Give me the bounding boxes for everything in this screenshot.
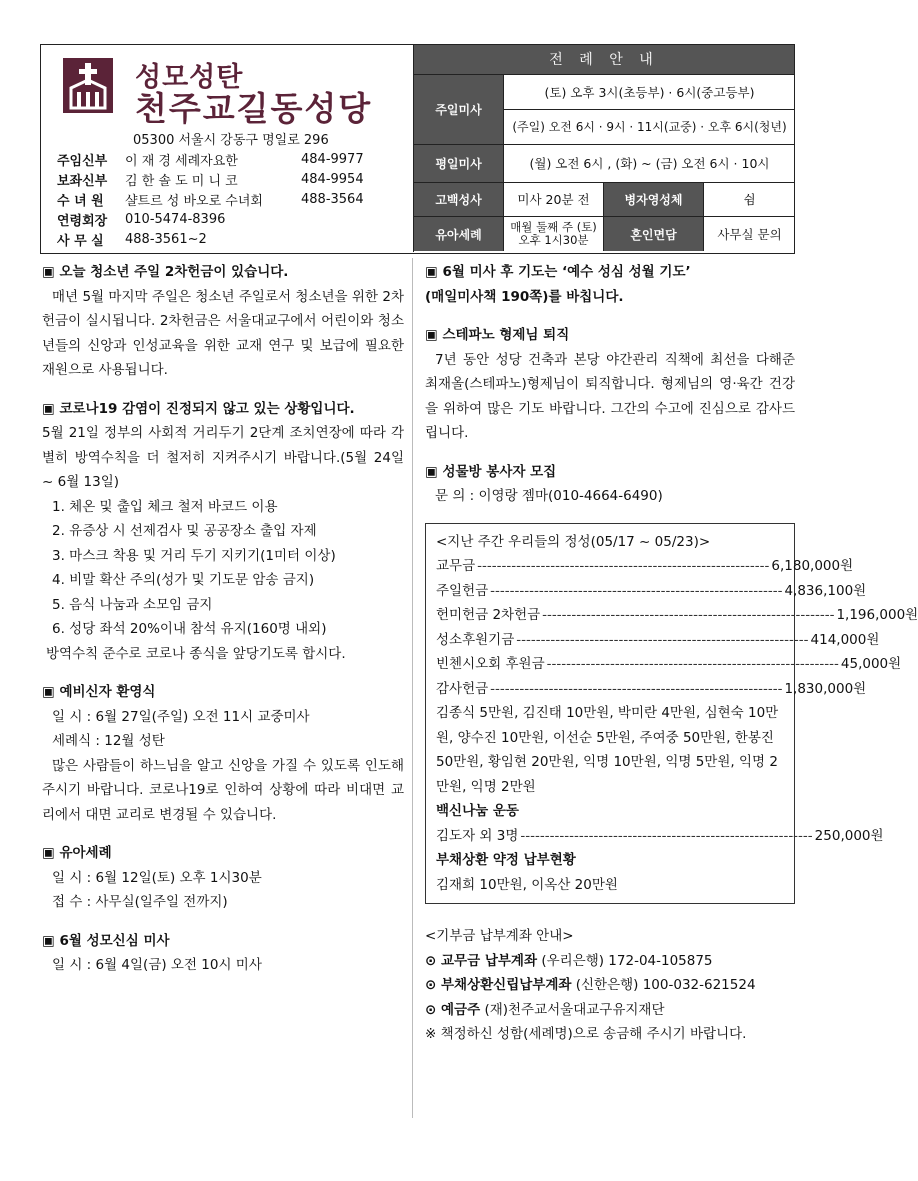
staff-role: 사 무 실 <box>57 233 104 249</box>
event-date: 일 시 : 6월 27일(주일) 오전 11시 교중미사 <box>52 708 310 725</box>
parish-name: 천주교길동성당 <box>135 89 373 128</box>
staff-name: 김 한 솔 도 미 니 코 <box>125 173 238 189</box>
wedding-interview-label: 혼인면담 <box>604 217 704 251</box>
schedule-row-weekday <box>414 145 795 183</box>
account-value: (신한은행) 100-032-621524 <box>575 977 756 993</box>
sunday-mass-label: 주일미사 <box>414 75 504 144</box>
offering-row <box>436 652 902 677</box>
offering-label: 교무금 <box>436 558 476 574</box>
section-body: 많은 사람들이 하느님을 알고 신앙을 가질 수 있도록 인도해 주시기 바랍니다. 코로나19로 인하여 상황에 따라 비대면 교리에서 대면 교리로 변경될 수 있습니다. <box>42 757 404 823</box>
offering-row <box>436 603 918 628</box>
confession-time: 미사 20분 전 <box>504 183 604 216</box>
notice-june-prayer <box>425 260 795 309</box>
contact-info: 문 의 : 이영랑 젬마(010-4664-6490) <box>435 488 663 504</box>
section-title: ▣ 6월 미사 후 기도는 ‘예수 성심 성월 기도’ <box>425 260 795 285</box>
staff-phone: 484-9954 <box>301 171 364 187</box>
account-label: 예금주 <box>441 1001 481 1018</box>
offering-label: 주일헌금 <box>436 582 489 599</box>
vaccine-label: 김도자 외 3명 <box>436 827 519 844</box>
infant-baptism-time-line1: 매월 둘째 주 (토) <box>510 220 597 234</box>
staff-name: 488-3561~2 <box>125 231 207 247</box>
section-body: 매년 5월 마지막 주일은 청소년 주일로서 청소년을 위한 2차헌금이 실시됩니다. 2차헌금은 서울대교구에서 어린이와 청소년들의 신앙과 인성교육을 위한 교재 연구 및 보급에 필요한 재원으로 사용됩니다. <box>42 288 404 378</box>
sunday-mass-line2: (주일) 오전 6시 · 9시 · 11시(교중) · 오후 6시(청년) <box>512 119 787 134</box>
staff-role: 주임신부 <box>57 153 108 169</box>
weekday-mass-label: 평일미사 <box>414 145 504 182</box>
offering-summary-box <box>425 523 918 905</box>
sunday-mass-line1: (토) 오후 3시(초등부) · 6시(중고등부) <box>504 75 795 110</box>
parish-address: 05300 서울시 강동구 명일로 296 <box>133 133 329 148</box>
offering-amount: 414,000원 <box>810 631 880 648</box>
section-title: ▣ 예비신자 환영식 <box>42 680 404 705</box>
leader-dashes: ------------------------------------------------------------ <box>546 656 839 672</box>
offering-row <box>436 579 867 604</box>
staff-phone: 488-3564 <box>301 191 364 207</box>
donor-list: 김종식 5만원, 김진태 10만원, 박미란 4만원, 심현숙 10만원, 양수진 10만원, 이선순 5만원, 주여중 50만원, 한봉진 50만원, 황임현 20만원, 익명 10만원, 익명 5만원, 익명 2만원, 익명 2만원 <box>436 705 779 795</box>
leader-dashes: ------------------------------------------------------------ <box>520 827 813 844</box>
confession-label: 고백성사 <box>414 183 504 216</box>
schedule-row-infant <box>414 217 795 251</box>
staff-phone: 484-9977 <box>301 151 364 167</box>
list-item: 4. 비말 확산 주의(성가 및 기도문 암송 금지) <box>52 572 315 588</box>
debt-body: 김재희 10만원, 이옥산 20만원 <box>436 876 618 893</box>
list-item: 1. 체온 및 출입 체크 철저 바코드 이용 <box>52 498 278 515</box>
leader-dashes: ------------------------------------------------------------ <box>490 582 783 599</box>
offering-amount: 6,180,000원 <box>771 558 854 574</box>
staff-row <box>57 169 407 189</box>
right-column <box>425 260 918 1047</box>
account-row <box>425 973 795 998</box>
account-title: <기부금 납부계좌 안내> <box>425 928 574 944</box>
notice-youth-collection <box>42 260 404 383</box>
bullet-icon: ⊙ <box>425 1001 442 1018</box>
parish-info <box>41 45 413 252</box>
section-body: 5월 21일 정부의 사회적 거리두기 2단계 조치연장에 따라 각별히 방역수칙을 더 철저히 지켜주시기 바랍니다.(5월 24일 ~ 6월 13일) <box>42 425 404 490</box>
notice-retirement <box>425 323 795 446</box>
staff-role: 보좌신부 <box>57 173 108 189</box>
infant-baptism-time <box>504 217 604 251</box>
sick-communion-label: 병자영성체 <box>604 183 704 216</box>
leader-dashes: ------------------------------------------------------------ <box>490 680 783 697</box>
debt-title: 부채상환 약정 납부현황 <box>436 852 576 868</box>
offering-title: <지난 주간 우리들의 정성(05/17 ~ 05/23)> <box>436 533 711 550</box>
offering-label: 성소후원기금 <box>436 631 515 648</box>
staff-row <box>57 189 407 209</box>
offering-row <box>436 554 854 579</box>
bulletin-header <box>40 44 795 254</box>
bullet-icon: ⊙ <box>425 977 442 993</box>
vaccine-title: 백신나눔 운동 <box>436 803 519 819</box>
section-body: (매일미사책 190쪽)를 바칩니다. <box>425 288 624 305</box>
vaccine-amount: 250,000원 <box>814 827 884 844</box>
event-date: 일 시 : 6월 12일(토) 오후 1시30분 <box>52 869 262 886</box>
section-body: 7년 동안 성당 건축과 본당 야간관리 직책에 최선을 다해준 최재올(스테파노)형제님이 퇴직합니다. 형제님의 영·육간 건강을 위하여 많은 기도 바랍니다. 그간의 수고에 진심으로 감사드립니다. <box>425 351 795 441</box>
schedule-title: 전 례 안 내 <box>414 45 794 75</box>
list-item: 5. 음식 나눔과 소모임 금지 <box>52 596 213 613</box>
account-value: (재)천주교서울대교구유지재단 <box>484 1001 665 1018</box>
schedule-row-confession <box>414 183 795 217</box>
parish-brand-line1: 성모성탄 <box>135 62 244 93</box>
notice-volunteer <box>425 460 795 509</box>
sunday-mass-times <box>504 75 795 144</box>
section-title: ▣ 스테파노 형제님 퇴직 <box>425 323 795 348</box>
bullet-icon: ⊙ <box>425 952 442 969</box>
infant-baptism-time-line2: 오후 1시30분 <box>518 233 589 247</box>
offering-amount: 45,000원 <box>840 656 902 672</box>
staff-list <box>57 149 407 249</box>
weekday-mass-times: (월) 오전 6시 , (화) ~ (금) 오전 6시 · 10시 <box>529 156 770 171</box>
staff-row <box>57 229 407 249</box>
offering-row <box>436 677 867 702</box>
offering-row <box>436 628 880 653</box>
leader-dashes: ------------------------------------------------------------ <box>477 558 770 574</box>
wedding-interview-text: 사무실 문의 <box>717 226 782 242</box>
notice-marian-mass <box>42 929 404 978</box>
notice-covid <box>42 397 404 667</box>
notice-infant-baptism <box>42 841 404 915</box>
offering-amount: 1,830,000원 <box>784 680 867 697</box>
account-label: 부채상환신립납부계좌 <box>441 977 572 993</box>
staff-name: 010-5474-8396 <box>125 211 226 227</box>
leader-dashes: ------------------------------------------------------------ <box>516 631 809 648</box>
staff-row <box>57 209 407 229</box>
staff-row <box>57 149 407 169</box>
staff-name: 이 재 경 세례자요한 <box>125 153 238 169</box>
account-row <box>425 949 795 974</box>
section-title: ▣ 코로나19 감염이 진정되지 않고 있는 상황입니다. <box>42 397 404 422</box>
schedule-table <box>414 75 795 251</box>
baptism-date: 세례식 : 12월 성탄 <box>52 733 165 749</box>
offering-label: 빈첸시오회 후원금 <box>436 656 545 672</box>
account-label: 교무금 납부계좌 <box>441 952 538 969</box>
liturgy-schedule <box>413 45 794 252</box>
offering-label: 헌미헌금 2차헌금 <box>436 607 541 623</box>
vaccine-row <box>436 824 884 849</box>
section-title: ▣ 6월 성모신심 미사 <box>42 929 404 954</box>
list-item: 2. 유증상 시 선제검사 및 공공장소 출입 자제 <box>52 523 317 539</box>
event-date: 일 시 : 6월 4일(금) 오전 10시 미사 <box>52 957 262 973</box>
leader-dashes: ------------------------------------------------------------ <box>542 607 835 623</box>
section-title: ▣ 유아세례 <box>42 841 404 866</box>
offering-label: 감사헌금 <box>436 680 489 697</box>
account-row <box>425 998 795 1023</box>
offering-amount: 4,836,100원 <box>784 582 867 599</box>
list-item: 6. 성당 좌석 20%이내 참석 유지(160명 내외) <box>52 621 327 637</box>
section-title: ▣ 오늘 청소년 주일 2차헌금이 있습니다. <box>42 260 404 285</box>
reception-info: 접 수 : 사무실(일주일 전까지) <box>52 894 228 910</box>
offering-amount: 1,196,000원 <box>836 607 918 623</box>
notice-catechumen <box>42 680 404 827</box>
staff-role: 수 녀 원 <box>57 193 104 209</box>
section-title: ▣ 성물방 봉사자 모집 <box>425 460 795 485</box>
account-info <box>425 924 795 1047</box>
staff-role: 연령회장 <box>57 213 108 229</box>
staff-name: 샬트르 성 바오로 수녀회 <box>125 193 263 209</box>
sick-communion-status: 쉼 <box>743 192 756 207</box>
list-item: 3. 마스크 착용 및 거리 두기 지키기(1미터 이상) <box>52 547 336 564</box>
schedule-row-sunday <box>414 75 795 145</box>
account-note: ※ 책정하신 성함(세례명)으로 송금해 주시기 바랍니다. <box>425 1026 747 1042</box>
church-logo-icon <box>63 58 113 113</box>
column-divider <box>412 258 413 1118</box>
account-value: (우리은행) 172-04-105875 <box>541 952 713 969</box>
infant-baptism-label: 유아세례 <box>414 217 504 251</box>
section-closing: 방역수칙 준수로 코로나 종식을 앞당기도록 합시다. <box>46 645 346 662</box>
left-column <box>42 260 404 992</box>
